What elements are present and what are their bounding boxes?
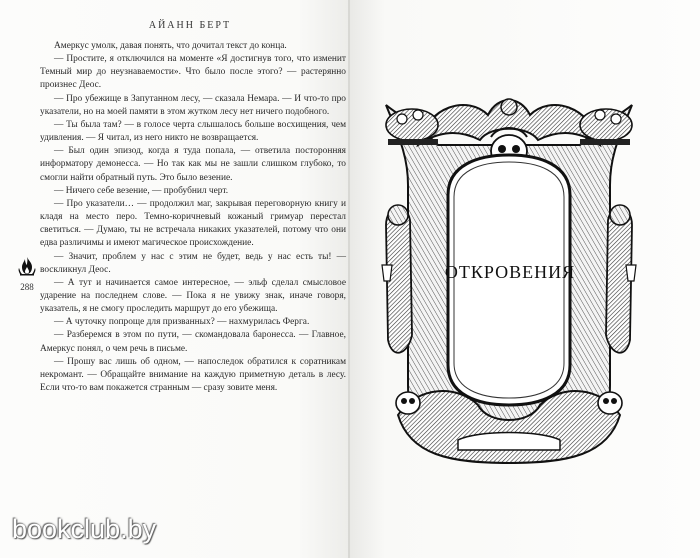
paragraph: — Простите, я отключился на моменте «Я достигнув того, что изменит Темный мир до неузнаваемости». Что было после этого? — растерянно произнес Деос.	[40, 54, 346, 91]
folio	[16, 256, 38, 292]
paragraph: — А тут и начинается самое интересное, — эльф сделал смысловое ударение на последнем слове. — Пока я не увижу знак, иначе говоря, указатель, я не смогу проследить маршрут до его убежища.	[40, 277, 346, 315]
paragraph: — А чуточку попроще для призванных? — нахмурилась Ферга.	[54, 317, 310, 328]
paragraph: — Про убежище в Запутанном лесу, — сказала Немара. — И что-то про указатели, но на моей памяти в этом жутком лесу нет ничего подобного.	[40, 93, 346, 117]
watermark-logo: bookclub.by	[12, 514, 157, 544]
paragraph: — Про указатели… — продолжил маг, закрывая переговорную книгу и кладя на место перо. Темно-коричневый кожаный гримуар перестал светиться. — Думаю, ты не встречала никаких указателей, потому что они едва различимы и имеют магическое происхождение.	[40, 198, 346, 249]
paragraph: — Ничего себе везение, — пробубнил черт.	[54, 185, 229, 196]
paragraph: — Значит, проблем у нас с этим не будет, ведь у нас есть ты! — воскликнул Деос.	[40, 251, 346, 275]
paragraph: — Прошу вас лишь об одном, — напоследок обратился к соратникам некромант. — Обращайте внимание на каждую приметную деталь в лесу. Если что-то вам покажется странным — сразу зовите меня.	[40, 356, 346, 394]
flame-icon	[17, 256, 37, 276]
running-head: АЙАНН БЕРТ	[148, 20, 232, 31]
paragraph: — Был один эпизод, когда я туда попала, — ответила посторонняя информатору демонесса. — Но так как мы не зашли слишком глубоко, то смогли найти обратный путь. Это было везение.	[40, 146, 346, 183]
body-text	[40, 40, 346, 395]
page-number: 288	[20, 282, 34, 292]
paragraph: Амеркус умолк, давая понять, что дочитал текст до конца.	[54, 41, 287, 51]
paragraph: — Ты была там? — в голосе черта слышалось больше восхищения, чем удивления. — Я читал, из него никто не возвращается.	[40, 119, 346, 144]
paragraph: — Разберемся в этом по пути, — скомандовала баронесса. — Главное, Амеркус понял, о чем речь в письме.	[40, 330, 346, 354]
chapter-title: ОТКРОВЕНИЯ	[444, 262, 576, 282]
